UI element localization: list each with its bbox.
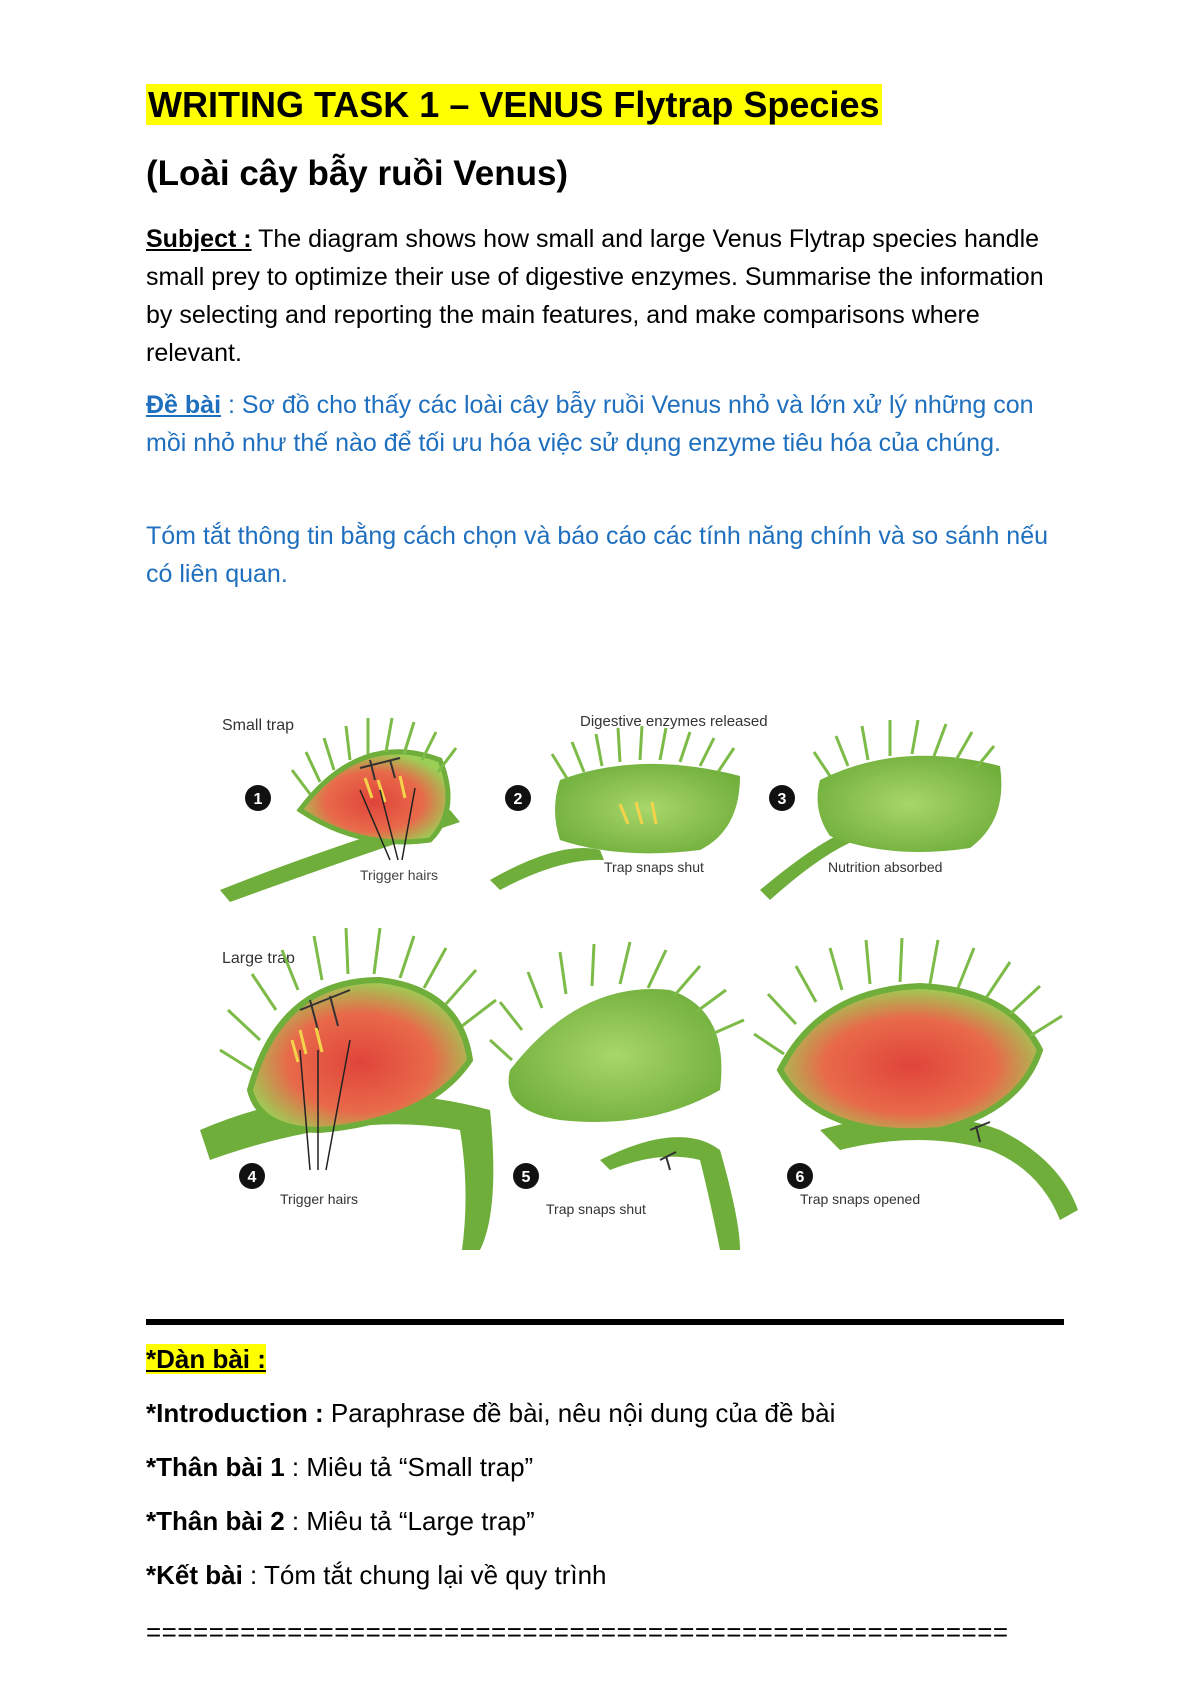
trap-step-1: [220, 718, 460, 902]
step-number-1: 1: [253, 791, 263, 808]
page-title: WRITING TASK 1 – VENUS Flytrap Species: [148, 84, 880, 125]
subject-label: Subject :: [146, 225, 252, 253]
de-bai-label: Đề bài: [146, 391, 222, 419]
outline-item-text: : Miêu tả “Large trap”: [284, 1506, 535, 1536]
trap-step-3: [760, 720, 1001, 900]
outline-item-body-2: [146, 1504, 535, 1538]
step-number-4: 4: [247, 1169, 257, 1186]
outline-heading: [146, 1342, 266, 1376]
de-bai-paragraph: [146, 386, 1076, 462]
outline-item-label: *Introduction :: [146, 1398, 324, 1428]
step-number-6: 6: [795, 1169, 805, 1186]
outline-item-text: : Tóm tắt chung lại về quy trình: [242, 1560, 607, 1590]
horizontal-rule: [146, 1319, 1064, 1325]
step-caption-6: Trap snaps opened: [800, 1191, 921, 1207]
page-subtitle: (Loài cây bẫy ruồi Venus): [146, 154, 569, 193]
trap-step-2: [490, 726, 740, 890]
step-caption-2: Trap snaps shut: [604, 859, 704, 875]
subject-text: The diagram shows how small and large Venus Flytrap species handle small prey to optimize their use of digestive enzymes. Summarise the information by selecting and reporting the main features, and make comparisons where relevant.: [146, 225, 1044, 367]
title-line: [146, 84, 882, 126]
separator-line: =======================================================: [146, 1617, 1009, 1647]
step-caption-3: Nutrition absorbed: [828, 859, 943, 875]
step-caption-4: Trigger hairs: [280, 1191, 359, 1207]
outline-item-text: Paraphrase đề bài, nêu nội dung của đề bài: [323, 1398, 836, 1428]
outline-item-text: : Miêu tả “Small trap”: [284, 1452, 534, 1482]
step-caption-1: Trigger hairs: [360, 867, 439, 883]
step-number-2: 2: [513, 791, 523, 808]
subject-paragraph: [146, 220, 1076, 372]
outline-item-label: *Kết bài: [146, 1560, 243, 1590]
trap-step-6: [754, 938, 1078, 1220]
de-bai-text: : Sơ đồ cho thấy các loài cây bẫy ruồi Venus nhỏ và lớn xử lý những con mồi nhỏ như thế nào để tối ưu hóa việc sử dụng enzyme tiêu hóa của chúng.: [146, 391, 1034, 457]
outline-item-label: *Thân bài 1: [146, 1452, 285, 1482]
outline-item-body-1: [146, 1450, 533, 1484]
outline-item-label: *Thân bài 2: [146, 1506, 285, 1536]
trap-step-5: [490, 942, 744, 1250]
outline-item-conclusion: [146, 1558, 607, 1592]
step-caption-5: Trap snaps shut: [546, 1201, 646, 1217]
step-number-3: 3: [777, 791, 787, 808]
large-trap-label: Large trap: [222, 950, 295, 967]
outline-item-introduction: [146, 1396, 835, 1430]
small-trap-label: Small trap: [222, 717, 295, 734]
venus-flytrap-diagram: [200, 690, 1080, 1290]
summary-paragraph: Tóm tắt thông tin bằng cách chọn và báo cáo các tính năng chính và so sánh nếu có liên quan.: [146, 522, 1049, 588]
outline-heading-text: *Dàn bài :: [146, 1344, 266, 1374]
enzymes-label: Digestive enzymes released: [580, 713, 768, 730]
step-number-5: 5: [521, 1169, 531, 1186]
trap-step-4: [200, 928, 496, 1250]
